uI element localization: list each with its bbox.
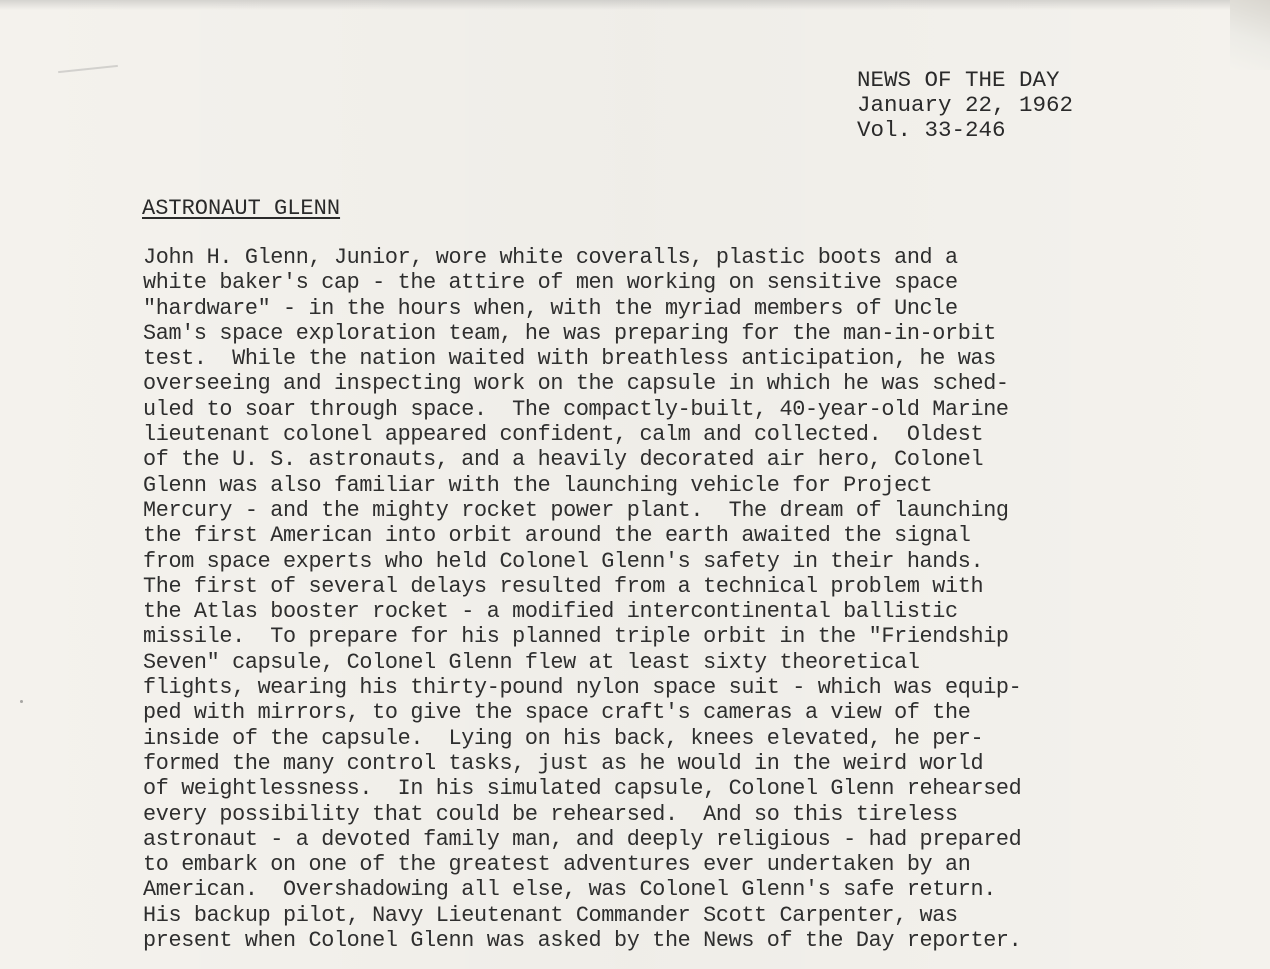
stray-pencil-mark [58, 65, 118, 73]
story-body [143, 245, 1203, 953]
story-line: uled to soar through space. The compactly-built, 40-year-old Marine [143, 396, 1009, 422]
page-corner-fold [1230, 0, 1270, 70]
story-line: the Atlas booster rocket - a modified intercontinental ballistic [143, 599, 958, 625]
story-title: ASTRONAUT GLENN [142, 196, 341, 221]
story-line: every possibility that could be rehearsed. And so this tireless [143, 801, 958, 827]
story-line: formed the many control tasks, just as he would in the weird world [143, 750, 984, 776]
story-line: of the U. S. astronauts, and a heavily decorated air hero, Colonel [143, 447, 984, 473]
story-line: Glenn was also familiar with the launching vehicle for Project [143, 472, 933, 498]
story-line: Mercury - and the mighty rocket power plant. The dream of launching [143, 497, 1009, 523]
story-line: American. Overshadowing all else, was Colonel Glenn's safe return. [143, 877, 996, 903]
story-line: test. While the nation waited with breathless anticipation, he was [143, 346, 996, 372]
story-line: lieutenant colonel appeared confident, calm and collected. Oldest [143, 422, 984, 448]
volume-number: Vol. 33-246 [857, 117, 1006, 143]
story-line: Sam's space exploration team, he was preparing for the man-in-orbit [143, 320, 996, 346]
story-line: His backup pilot, Navy Lieutenant Commander Scott Carpenter, was [143, 902, 958, 928]
story-line: Seven" capsule, Colonel Glenn flew at least sixty theoretical [143, 649, 920, 675]
story-line: the first American into orbit around the earth awaited the signal [143, 523, 971, 549]
story-line: astronaut - a devoted family man, and deeply religious - had prepared [143, 826, 1022, 852]
story-line: inside of the capsule. Lying on his back, knees elevated, he per- [143, 725, 984, 751]
story-line: present when Colonel Glenn was asked by the News of the Day reporter. [143, 928, 1022, 954]
story-line: The first of several delays resulted from a technical problem with [143, 573, 984, 599]
story-line: from space experts who held Colonel Glenn's safety in their hands. [143, 548, 984, 574]
story-line: missile. To prepare for his planned triple orbit in the "Friendship [143, 624, 1009, 650]
dateline-block [857, 68, 1073, 143]
story-line: white baker's cap - the attire of men working on sensitive space [143, 270, 958, 296]
publication-date: January 22, 1962 [857, 92, 1074, 118]
scan-top-edge [0, 0, 1270, 10]
story-line: "hardware" - in the hours when, with the myriad members of Uncle [143, 295, 958, 321]
story-line: John H. Glenn, Junior, wore white coveralls, plastic boots and a [143, 245, 958, 270]
story-line: to embark on one of the greatest adventures ever undertaken by an [143, 852, 971, 878]
story-line: ped with mirrors, to give the space craft's cameras a view of the [143, 700, 971, 726]
publication-name: NEWS OF THE DAY [857, 67, 1060, 93]
paper-speck [20, 700, 23, 703]
story-line: flights, wearing his thirty-pound nylon space suit - which was equip- [143, 675, 1022, 701]
story-line: overseeing and inspecting work on the capsule in which he was sched- [143, 371, 1009, 397]
story-line: of weightlessness. In his simulated capsule, Colonel Glenn rehearsed [143, 776, 1022, 802]
